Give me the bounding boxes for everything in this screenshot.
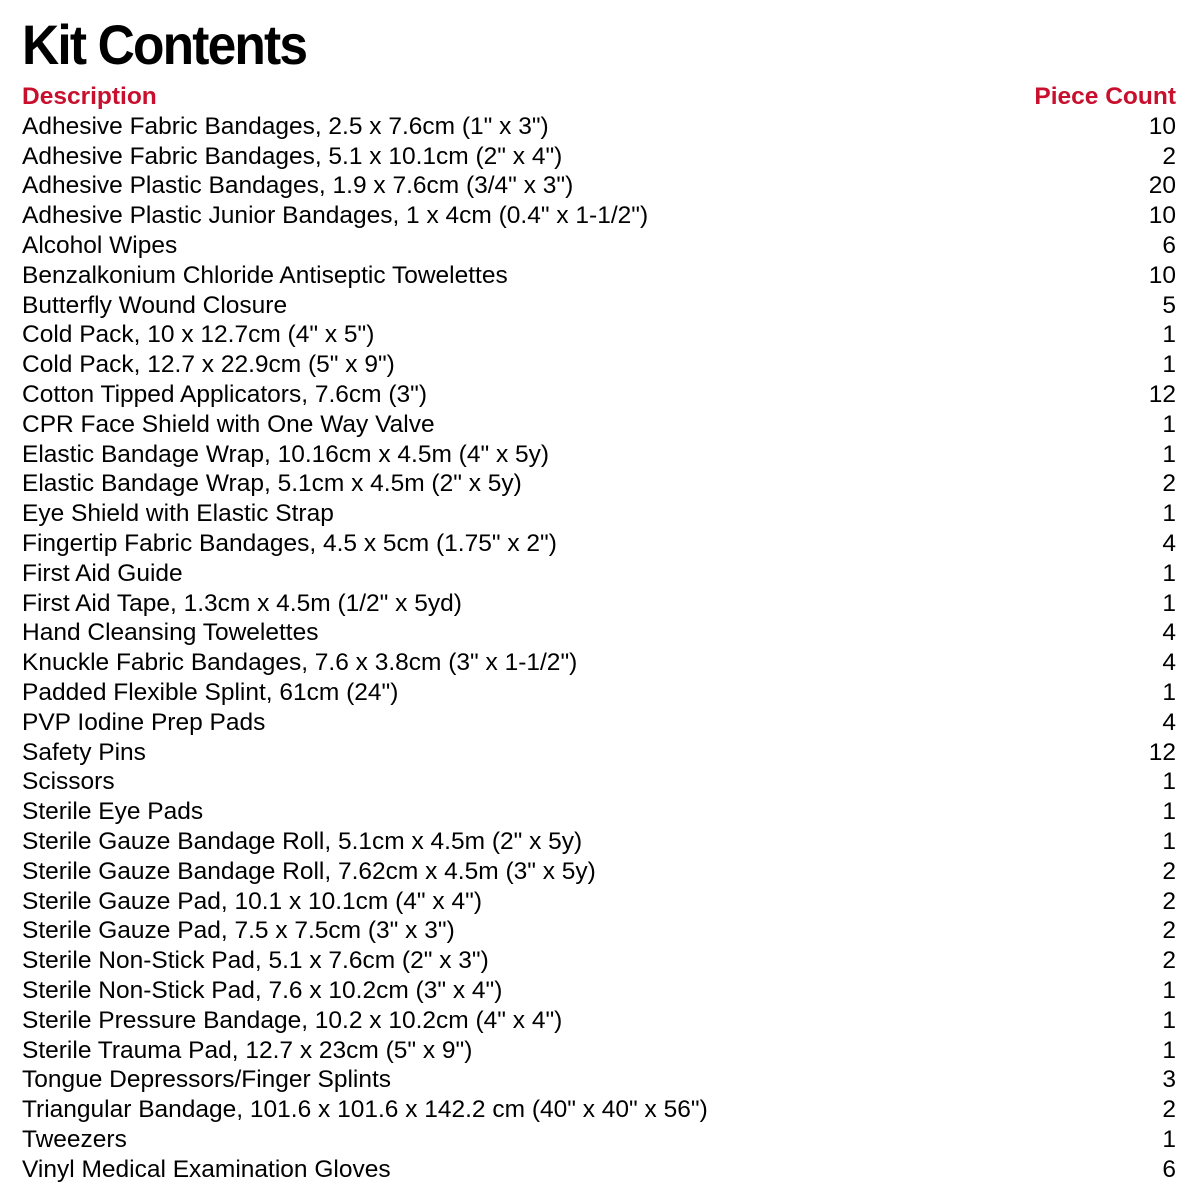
item-piece-count: 1 (1162, 410, 1176, 438)
item-description: Cold Pack, 12.7 x 22.9cm (5" x 9") (22, 351, 395, 379)
item-piece-count: 10 (1148, 261, 1176, 289)
item-description: Safety Pins (22, 738, 146, 766)
item-description: Sterile Non-Stick Pad, 5.1 x 7.6cm (2" x 3") (22, 947, 489, 975)
table-row (22, 499, 1176, 529)
item-piece-count: 2 (1162, 857, 1176, 885)
item-description: Sterile Gauze Pad, 7.5 x 7.5cm (3" x 3") (22, 917, 455, 945)
item-piece-count: 1 (1162, 828, 1176, 856)
item-description: Sterile Eye Pads (22, 798, 204, 826)
table-row (22, 857, 1176, 887)
table-row (22, 797, 1176, 827)
item-description: Scissors (22, 768, 115, 796)
item-piece-count: 4 (1162, 708, 1176, 736)
item-description: Hand Cleansing Towelettes (22, 619, 319, 647)
item-description: Cold Pack, 10 x 12.7cm (4" x 5") (22, 321, 375, 349)
table-row (22, 738, 1176, 768)
item-description: Sterile Pressure Bandage, 10.2 x 10.2cm (4" x 4") (22, 1006, 563, 1034)
item-description: Tweezers (22, 1125, 127, 1153)
item-description: Elastic Bandage Wrap, 10.16cm x 4.5m (4" x 5y) (22, 440, 550, 468)
item-description: Sterile Gauze Bandage Roll, 7.62cm x 4.5m (3" x 5y) (22, 857, 596, 885)
table-row (22, 619, 1176, 649)
item-piece-count: 2 (1162, 917, 1176, 945)
piece-count-column-header: Piece Count (1034, 83, 1176, 110)
item-piece-count: 4 (1162, 619, 1176, 647)
table-row (22, 470, 1176, 500)
item-description: Padded Flexible Splint, 61cm (24") (22, 679, 399, 707)
item-description: Tongue Depressors/Finger Splints (22, 1066, 392, 1094)
contents-table (22, 82, 1176, 1185)
item-description: Fingertip Fabric Bandages, 4.5 x 5cm (1.75" x 2") (22, 530, 557, 558)
table-row (22, 142, 1176, 172)
item-piece-count: 2 (1162, 1096, 1176, 1124)
item-description: PVP Iodine Prep Pads (22, 708, 266, 736)
table-row (22, 708, 1176, 738)
table-row (22, 768, 1176, 798)
table-row (22, 410, 1176, 440)
table-row (22, 201, 1176, 231)
table-row (22, 380, 1176, 410)
item-description: CPR Face Shield with One Way Valve (22, 410, 435, 438)
item-description: Adhesive Fabric Bandages, 5.1 x 10.1cm (2" x 4") (22, 142, 563, 170)
item-piece-count: 1 (1162, 1006, 1176, 1034)
table-row (22, 559, 1176, 589)
item-piece-count: 12 (1148, 381, 1176, 409)
item-description: Triangular Bandage, 101.6 x 101.6 x 142.2 cm (40" x 40" x 56") (22, 1096, 708, 1124)
item-piece-count: 3 (1162, 1066, 1176, 1094)
item-piece-count: 2 (1162, 947, 1176, 975)
item-piece-count: 2 (1162, 470, 1176, 498)
table-row (22, 1006, 1176, 1036)
item-piece-count: 6 (1162, 1155, 1176, 1183)
table-row (22, 1095, 1176, 1125)
item-description: Elastic Bandage Wrap, 5.1cm x 4.5m (2" x 5y) (22, 470, 522, 498)
table-row (22, 231, 1176, 261)
item-description: Butterfly Wound Closure (22, 291, 288, 319)
item-piece-count: 1 (1162, 559, 1176, 587)
item-piece-count: 10 (1148, 112, 1176, 140)
table-row (22, 648, 1176, 678)
table-row (22, 291, 1176, 321)
table-row (22, 1066, 1176, 1096)
table-row (22, 946, 1176, 976)
item-piece-count: 1 (1162, 1125, 1176, 1153)
item-description: Sterile Non-Stick Pad, 7.6 x 10.2cm (3" x 4") (22, 977, 503, 1004)
item-piece-count: 1 (1162, 977, 1176, 1004)
item-description: Eye Shield with Elastic Strap (22, 500, 334, 528)
table-row (22, 1036, 1176, 1066)
table-row (22, 172, 1176, 202)
item-piece-count: 20 (1148, 172, 1176, 200)
table-row (22, 440, 1176, 470)
table-row (22, 1155, 1176, 1185)
item-description: Vinyl Medical Examination Gloves (22, 1155, 391, 1183)
item-piece-count: 1 (1162, 679, 1176, 707)
page-title: Kit Contents (22, 13, 307, 76)
table-row (22, 261, 1176, 291)
item-piece-count: 1 (1162, 440, 1176, 468)
item-description: First Aid Tape, 1.3cm x 4.5m (1/2" x 5yd) (22, 589, 462, 617)
item-piece-count: 4 (1162, 649, 1176, 677)
item-description: Adhesive Plastic Bandages, 1.9 x 7.6cm (3/4" x 3") (22, 172, 574, 200)
item-description: Benzalkonium Chloride Antiseptic Towelettes (22, 261, 508, 289)
item-piece-count: 1 (1162, 321, 1176, 349)
table-row (22, 917, 1176, 947)
table-row (22, 112, 1176, 142)
item-piece-count: 1 (1162, 1036, 1176, 1064)
item-description: Adhesive Plastic Junior Bandages, 1 x 4cm (0.4" x 1-1/2") (22, 202, 649, 230)
item-piece-count: 4 (1162, 530, 1176, 558)
table-body (22, 112, 1176, 1185)
item-description: First Aid Guide (22, 559, 183, 587)
item-piece-count: 1 (1162, 768, 1176, 796)
table-row (22, 827, 1176, 857)
item-piece-count: 2 (1162, 142, 1176, 170)
table-row (22, 678, 1176, 708)
table-row (22, 321, 1176, 351)
table-row (22, 350, 1176, 380)
item-description: Cotton Tipped Applicators, 7.6cm (3") (22, 381, 427, 409)
item-description: Sterile Trauma Pad, 12.7 x 23cm (5" x 9") (22, 1036, 473, 1064)
item-piece-count: 6 (1162, 232, 1176, 260)
item-description: Adhesive Fabric Bandages, 2.5 x 7.6cm (1" x 3") (22, 112, 549, 140)
table-row (22, 887, 1176, 917)
item-piece-count: 5 (1162, 291, 1176, 319)
item-piece-count: 12 (1148, 738, 1176, 766)
item-description: Knuckle Fabric Bandages, 7.6 x 3.8cm (3" x 1-1/2") (22, 649, 578, 677)
item-description: Sterile Gauze Pad, 10.1 x 10.1cm (4" x 4") (22, 887, 482, 915)
description-column-header: Description (22, 83, 157, 110)
item-piece-count: 1 (1162, 500, 1176, 528)
table-row (22, 976, 1176, 1006)
table-row (22, 589, 1176, 619)
table-row (22, 529, 1176, 559)
table-row (22, 1125, 1176, 1155)
item-piece-count: 1 (1162, 589, 1176, 617)
item-piece-count: 1 (1162, 798, 1176, 826)
item-description: Alcohol Wipes (22, 232, 178, 260)
item-piece-count: 1 (1162, 351, 1176, 379)
table-header (22, 82, 1176, 112)
item-description: Sterile Gauze Bandage Roll, 5.1cm x 4.5m (2" x 5y) (22, 828, 583, 856)
item-piece-count: 10 (1148, 202, 1176, 230)
item-piece-count: 2 (1162, 887, 1176, 915)
